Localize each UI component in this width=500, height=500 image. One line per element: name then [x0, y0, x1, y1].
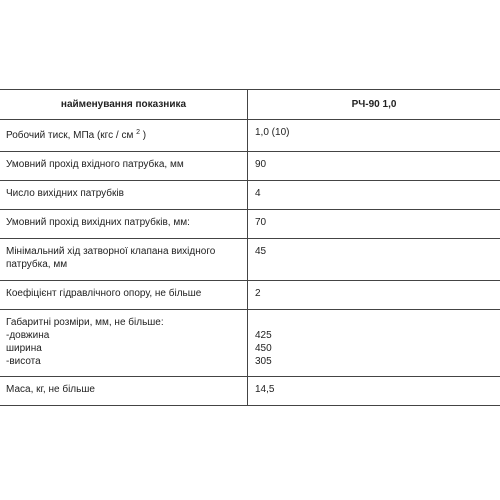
- row-value: 90: [255, 159, 267, 170]
- row-value-line: 425: [255, 330, 272, 341]
- table-row: [0, 152, 500, 181]
- row-label: [0, 239, 248, 280]
- row-value: 1,0 (10): [255, 127, 290, 138]
- table-row: [0, 120, 500, 152]
- table-row: [0, 239, 500, 281]
- table-row: [0, 181, 500, 210]
- row-label: Коефіцієнт гідравлічного опору, не більше: [0, 281, 248, 309]
- row-value: [248, 310, 500, 376]
- row-label-line: Мінімальний хід затворної клапана вихідного: [6, 246, 216, 257]
- row-value-line: 450: [255, 343, 272, 354]
- table-row: [0, 310, 500, 377]
- row-label-line: -довжина: [6, 330, 50, 341]
- row-label: Умовний прохід вихідних патрубків, мм:: [0, 210, 248, 238]
- row-label: [0, 310, 248, 376]
- row-label-line: -висота: [6, 356, 41, 367]
- row-value: 14,5: [255, 384, 275, 395]
- row-label-line: Габаритні розміри, мм, не більше:: [6, 317, 164, 328]
- table-header-row: [0, 90, 500, 120]
- spec-table: [0, 89, 500, 406]
- row-value: 45: [255, 246, 267, 257]
- row-label: Робочий тиск, МПа (кгс / см $^2$ ): [0, 120, 248, 151]
- row-value: 2: [255, 288, 261, 299]
- row-label-line: ширина: [6, 343, 42, 354]
- header-model: РЧ-90 1,0: [351, 99, 397, 110]
- table-row: [0, 377, 500, 406]
- row-value: 70: [255, 217, 267, 228]
- row-value: 4: [255, 188, 261, 199]
- row-label-line: патрубка, мм: [6, 259, 68, 270]
- table-row: [0, 210, 500, 239]
- table-row: [0, 281, 500, 310]
- row-value-line: 305: [255, 356, 272, 367]
- row-label: Число вихідних патрубків: [0, 181, 248, 209]
- row-label: Маса, кг, не більше: [0, 377, 248, 405]
- header-parameter-name: найменування показника: [0, 90, 248, 119]
- row-label: Умовний прохід вхідного патрубка, мм: [0, 152, 248, 180]
